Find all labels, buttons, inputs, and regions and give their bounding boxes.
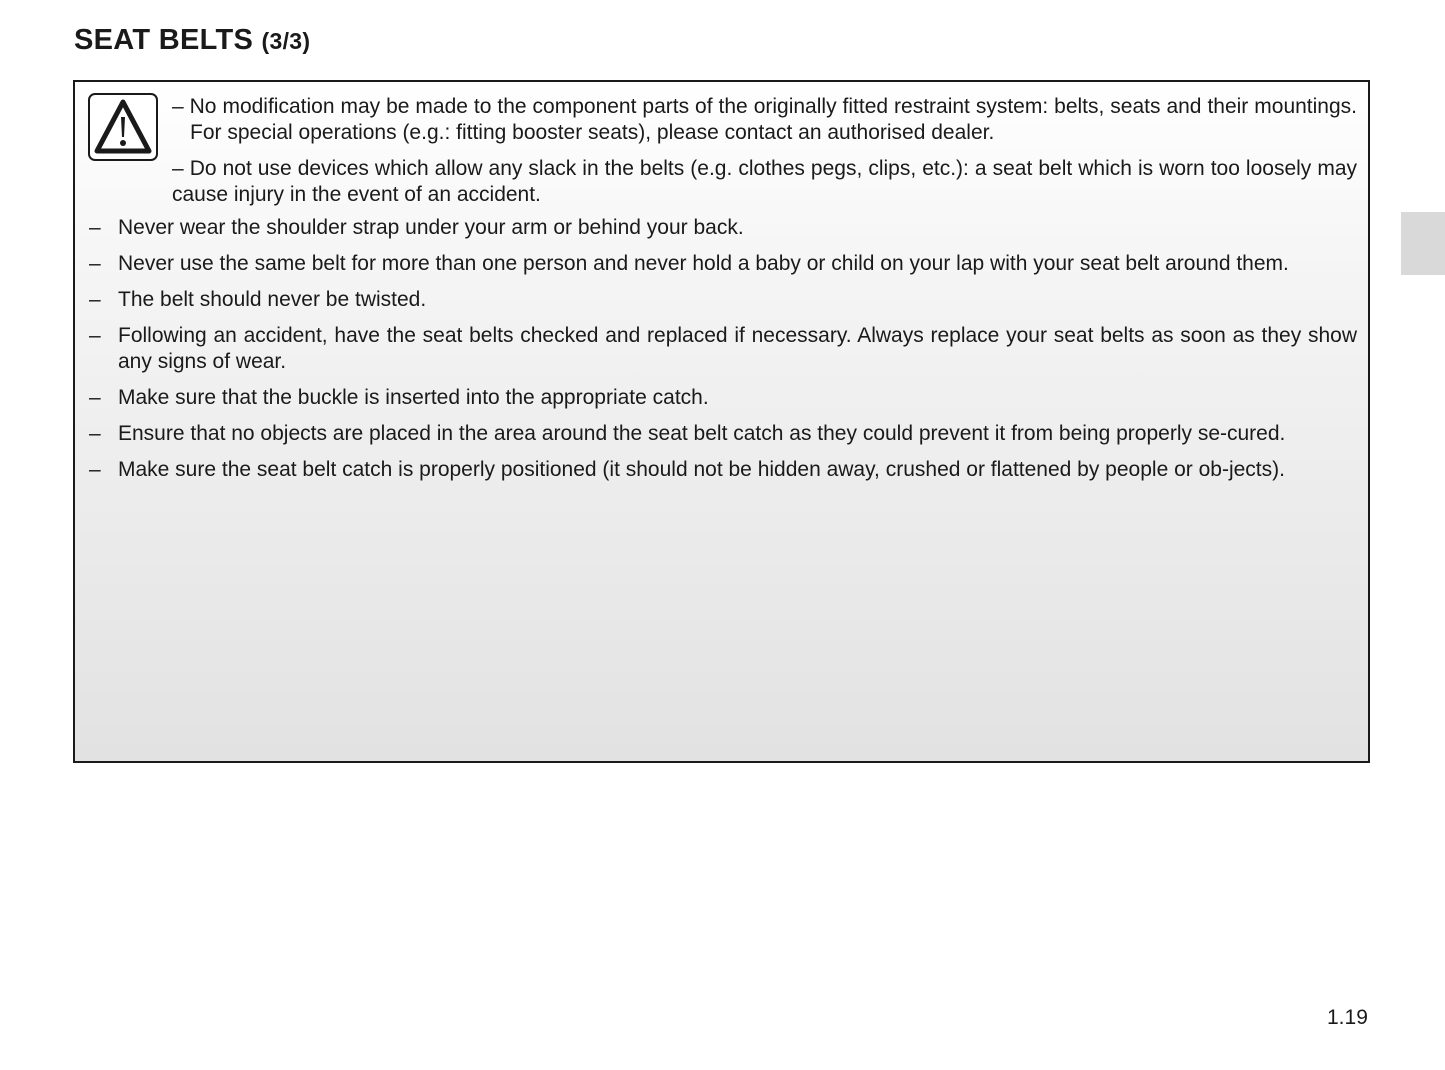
warning-intro-item: – Do not use devices which allow any slack in the belts (e.g. clothes pegs, clips, etc.): a seat belt which is worn too loosely may cause injury in the event of an accident.: [172, 157, 1357, 206]
bullet-dash: –: [89, 422, 101, 445]
list-item-text: Make sure that the buckle is inserted into the appropriate catch.: [118, 386, 709, 409]
list-item-text: Following an accident, have the seat belts checked and replaced if necessary. Always replace your seat belts as soon as they show any signs of wear.: [118, 324, 1357, 373]
list-item-text: The belt should never be twisted.: [118, 288, 427, 311]
list-item: [89, 287, 1357, 313]
list-item: [89, 457, 1357, 483]
bullet-dash: –: [89, 252, 101, 275]
warning-intro: [172, 94, 1357, 208]
warning-triangle-icon: [88, 93, 158, 161]
list-item: [89, 323, 1357, 375]
section-thumb-tab: [1401, 212, 1445, 275]
title-part-indicator: (3/3): [261, 28, 311, 54]
bullet-dash: –: [89, 386, 101, 409]
list-item-text: Make sure the seat belt catch is properly positioned (it should not be hidden away, crushed or flattened by people or ob-jects).: [118, 458, 1285, 481]
warning-bullet-list: [89, 215, 1357, 493]
bullet-dash: –: [89, 216, 101, 239]
list-item-text: Ensure that no objects are placed in the area around the seat belt catch as they could prevent it from being properly se-cured.: [118, 422, 1286, 445]
warning-intro-item: – No modification may be made to the component parts of the originally fitted restraint system: belts, seats and their mountings. For special operations (e.g.: fitting booster seats), please contact an authorised dealer.: [172, 95, 1357, 144]
list-item-text: Never use the same belt for more than one person and never hold a baby or child on your lap with your seat belt around them.: [118, 252, 1289, 275]
page-title: [74, 24, 310, 57]
list-item: [89, 385, 1357, 411]
bullet-dash: –: [89, 288, 101, 311]
bullet-dash: –: [89, 324, 101, 347]
title-main: SEAT BELTS: [74, 24, 254, 56]
bullet-dash: –: [89, 458, 101, 481]
list-item: [89, 421, 1357, 447]
list-item: [89, 215, 1357, 241]
warning-triangle-icon-graphic: [90, 95, 156, 159]
warning-box: [73, 80, 1370, 763]
list-item: [89, 251, 1357, 277]
list-item-text: Never wear the shoulder strap under your arm or behind your back.: [118, 216, 744, 239]
page-number: 1.19: [1327, 1006, 1368, 1029]
